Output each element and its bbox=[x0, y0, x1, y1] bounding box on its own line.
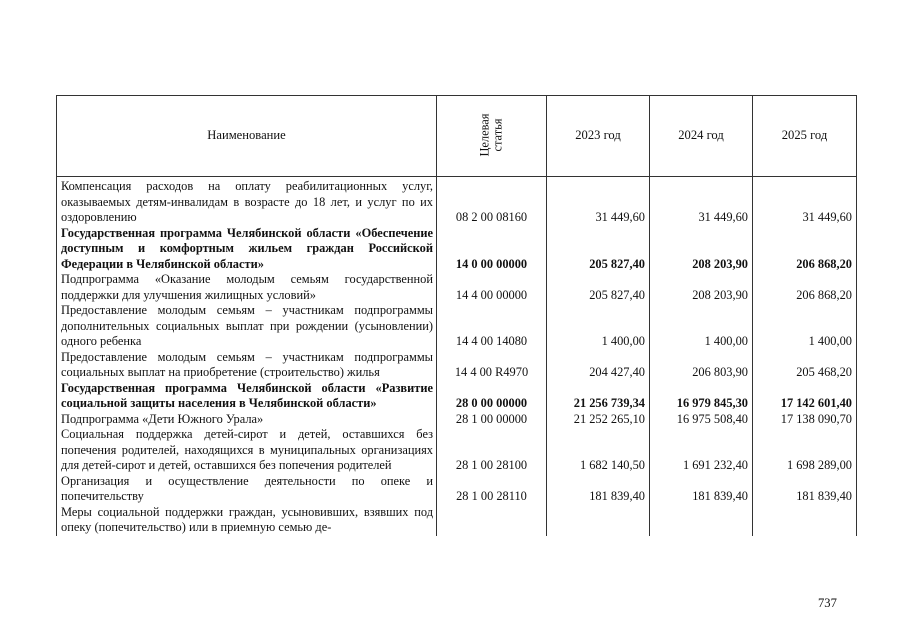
row-2025 bbox=[753, 505, 857, 536]
row-2024: 181 839,40 bbox=[650, 474, 753, 505]
row-2023: 205 827,40 bbox=[547, 226, 650, 273]
row-2025: 206 868,20 bbox=[753, 226, 857, 273]
table-row bbox=[57, 226, 857, 273]
table-row bbox=[57, 381, 857, 412]
table-row bbox=[57, 427, 857, 474]
row-name: Подпрограмма «Оказание молодым семьям государственной поддержки для улучшения жилищных условий» bbox=[57, 272, 437, 303]
row-2025: 206 868,20 bbox=[753, 272, 857, 303]
row-2023: 181 839,40 bbox=[547, 474, 650, 505]
row-2025: 17 142 601,40 bbox=[753, 381, 857, 412]
row-2024: 16 979 845,30 bbox=[650, 381, 753, 412]
row-2025: 17 138 090,70 bbox=[753, 412, 857, 428]
row-2024 bbox=[650, 505, 753, 536]
header-name: Наименование bbox=[57, 96, 437, 177]
header-2025: 2025 год bbox=[753, 96, 857, 177]
row-2023: 21 252 265,10 bbox=[547, 412, 650, 428]
row-2024: 1 400,00 bbox=[650, 303, 753, 350]
row-name: Социальная поддержка детей-сирот и детей, оставшихся без попечения родителей, находящихся в муниципальных организациях для детей-сирот и детей, оставшихся без попечения родителей bbox=[57, 427, 437, 474]
row-2025: 1 400,00 bbox=[753, 303, 857, 350]
row-2025: 181 839,40 bbox=[753, 474, 857, 505]
row-2024: 206 803,90 bbox=[650, 350, 753, 381]
row-code: 28 1 00 28110 bbox=[437, 474, 547, 505]
table-row bbox=[57, 505, 857, 536]
row-name: Меры социальной поддержки граждан, усыновивших, взявших под опеку (попечительство) или в приемную семью де- bbox=[57, 505, 437, 536]
header-code-line2: статья bbox=[490, 118, 505, 152]
header-code-rotated bbox=[479, 114, 505, 157]
row-name: Компенсация расходов на оплату реабилитационных услуг, оказываемых детям-инвалидам в возрасте до 18 лет, и услуг по их оздоровлению bbox=[57, 177, 437, 226]
row-name: Предоставление молодым семьям – участникам подпрограммы социальных выплат на приобретение (строительство) жилья bbox=[57, 350, 437, 381]
row-2024: 208 203,90 bbox=[650, 226, 753, 273]
table-row bbox=[57, 474, 857, 505]
row-code: 28 1 00 28100 bbox=[437, 427, 547, 474]
row-name: Организация и осуществление деятельности по опеке и попечительству bbox=[57, 474, 437, 505]
header-code-line1: Целевая bbox=[477, 113, 492, 157]
row-2024: 1 691 232,40 bbox=[650, 427, 753, 474]
row-2023: 21 256 739,34 bbox=[547, 381, 650, 412]
table-row bbox=[57, 350, 857, 381]
row-code: 14 4 00 R4970 bbox=[437, 350, 547, 381]
row-code bbox=[437, 505, 547, 536]
budget-table bbox=[56, 95, 857, 536]
row-2023: 204 427,40 bbox=[547, 350, 650, 381]
row-name: Государственная программа Челябинской области «Развитие социальной защиты населения в Челябинской области» bbox=[57, 381, 437, 412]
row-2024: 208 203,90 bbox=[650, 272, 753, 303]
row-2023: 1 400,00 bbox=[547, 303, 650, 350]
row-2025: 31 449,60 bbox=[753, 177, 857, 226]
row-2023: 31 449,60 bbox=[547, 177, 650, 226]
header-2024: 2024 год bbox=[650, 96, 753, 177]
row-name: Предоставление молодым семьям – участникам подпрограммы дополнительных социальных выплат при рождении (усыновлении) одного ребенка bbox=[57, 303, 437, 350]
row-2023 bbox=[547, 505, 650, 536]
row-code: 28 1 00 00000 bbox=[437, 412, 547, 428]
table-header-row bbox=[57, 96, 857, 177]
row-2025: 205 468,20 bbox=[753, 350, 857, 381]
row-code: 14 0 00 00000 bbox=[437, 226, 547, 273]
row-code: 08 2 00 08160 bbox=[437, 177, 547, 226]
row-2024: 16 975 508,40 bbox=[650, 412, 753, 428]
row-name: Подпрограмма «Дети Южного Урала» bbox=[57, 412, 437, 428]
row-2023: 1 682 140,50 bbox=[547, 427, 650, 474]
page-number: 737 bbox=[818, 596, 837, 610]
row-2023: 205 827,40 bbox=[547, 272, 650, 303]
header-code bbox=[437, 96, 547, 177]
table-row bbox=[57, 412, 857, 428]
table-row bbox=[57, 303, 857, 350]
table-row bbox=[57, 272, 857, 303]
row-2025: 1 698 289,00 bbox=[753, 427, 857, 474]
row-code: 14 4 00 14080 bbox=[437, 303, 547, 350]
row-code: 14 4 00 00000 bbox=[437, 272, 547, 303]
table-row bbox=[57, 177, 857, 226]
row-code: 28 0 00 00000 bbox=[437, 381, 547, 412]
header-2023: 2023 год bbox=[547, 96, 650, 177]
row-name: Государственная программа Челябинской области «Обеспечение доступным и комфортным жильем граждан Российской Федерации в Челябинской области» bbox=[57, 226, 437, 273]
row-2024: 31 449,60 bbox=[650, 177, 753, 226]
